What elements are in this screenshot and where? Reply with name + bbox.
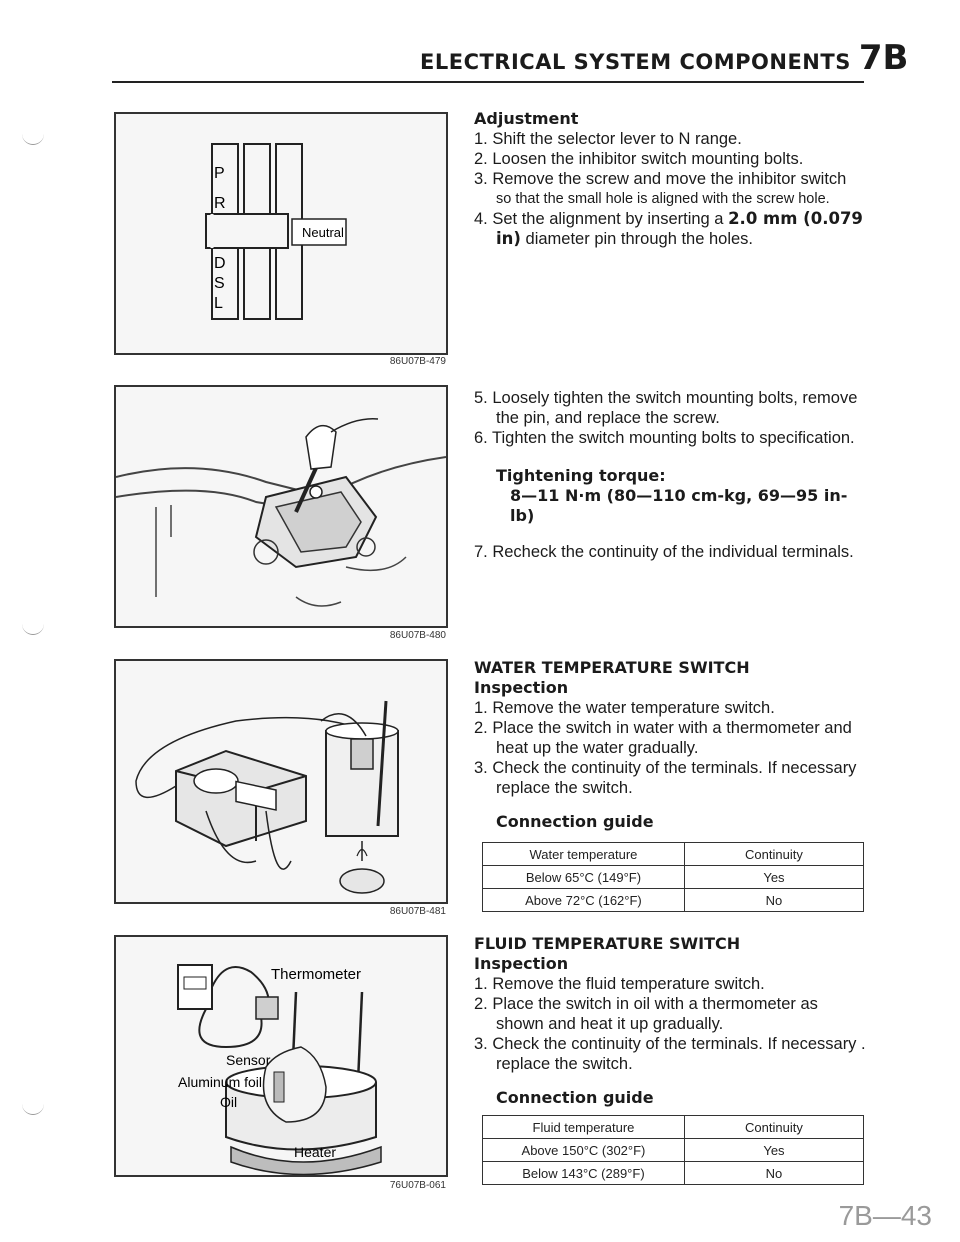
figure-water-switch-test — [114, 659, 448, 904]
table-row — [483, 1162, 864, 1185]
fluid-step: 2. Place the switch in oil with a thermometer as shown and heat it up gradually. — [474, 995, 818, 1033]
table-cell: No — [684, 1162, 863, 1185]
adjustment-step: 6. Tighten the switch mounting bolts to specification. — [474, 429, 855, 447]
heater-label: Heater — [294, 1144, 337, 1160]
page-header — [420, 38, 909, 78]
adjustment-step: 5. Loosely tighten the switch mounting bolts, remove the pin, and replace the screw. — [474, 389, 858, 427]
adjustment-step: 3. Remove the screw and move the inhibitor switch — [474, 170, 847, 188]
torque-value: 8—11 N·m (80—110 cm-kg, 69—95 in-lb) — [510, 486, 848, 525]
table-header: Continuity — [684, 1116, 863, 1139]
fluid-inspection-heading: Inspection — [474, 954, 569, 973]
figure-switch-adjustment — [114, 385, 448, 628]
fluid-switch-section — [474, 934, 866, 1108]
water-switch-section — [474, 658, 866, 832]
adjustment-step: 4. Set the alignment by inserting a 2.0 mm (0.079 in) diameter pin through the holes. — [474, 209, 863, 248]
adjustment-section — [474, 109, 866, 249]
table-header: Continuity — [684, 843, 863, 866]
water-step: 1. Remove the water temperature switch. — [474, 699, 775, 717]
table-cell: No — [684, 889, 863, 912]
water-test-illustration — [116, 661, 446, 902]
section-number: 7B — [858, 38, 909, 78]
water-connection-table — [482, 842, 864, 912]
fluid-step: 1. Remove the fluid temperature switch. — [474, 975, 765, 993]
binding-mark — [22, 1100, 44, 1115]
table-header: Water temperature — [483, 843, 685, 866]
selector-gate-illustration — [116, 114, 446, 353]
table-cell: Below 65°C (149°F) — [483, 866, 685, 889]
table-header-row — [483, 843, 864, 866]
table-row — [483, 866, 864, 889]
adjustment-step: 7. Recheck the continuity of the individual terminals. — [474, 543, 854, 561]
switch-adjustment-illustration — [116, 387, 446, 626]
figure-code: 86U07B-481 — [389, 906, 446, 917]
figure-code: 86U07B-480 — [389, 630, 446, 641]
binding-mark — [22, 620, 44, 635]
fluid-connection-guide-title: Connection guide — [496, 1088, 654, 1107]
binding-mark — [22, 130, 44, 145]
adjustment-step: 1. Shift the selector lever to N range. — [474, 130, 742, 148]
oil-label: Oil — [220, 1094, 238, 1110]
table-header-row — [483, 1116, 864, 1139]
figure-selector-gate — [114, 112, 448, 355]
pin-diameter-spec: 2.0 mm (0.079 in) — [496, 209, 863, 248]
gear-label-l: L — [214, 295, 223, 312]
adjustment-continued-section — [474, 388, 866, 562]
gear-label-s: S — [214, 275, 225, 292]
adjustment-step: 2. Loosen the inhibitor switch mounting bolts. — [474, 150, 804, 168]
table-row — [483, 889, 864, 912]
aluminum-foil-label: Aluminum foil — [178, 1074, 263, 1090]
water-step: 2. Place the switch in water with a thermometer and heat up the water gradually. — [474, 719, 852, 757]
fluid-switch-title: FLUID TEMPERATURE SWITCH — [474, 934, 741, 953]
adjustment-step-continued: so that the small hole is aligned with the screw hole. — [496, 191, 830, 207]
table-cell: Above 72°C (162°F) — [483, 889, 685, 912]
table-cell: Above 150°C (302°F) — [483, 1139, 685, 1162]
water-inspection-heading: Inspection — [474, 678, 569, 697]
fluid-test-illustration — [116, 937, 446, 1175]
table-cell: Below 143°C (289°F) — [483, 1162, 685, 1185]
table-row — [483, 1139, 864, 1162]
torque-label: Tightening torque: — [496, 466, 666, 485]
figure-fluid-switch-test — [114, 935, 448, 1177]
gear-label-p: P — [214, 165, 225, 182]
water-connection-guide-title: Connection guide — [496, 812, 654, 831]
figure-code: 76U07B-061 — [389, 1180, 446, 1191]
page-number: 7B—43 — [838, 1200, 932, 1231]
table-header: Fluid temperature — [483, 1116, 685, 1139]
water-step: 3. Check the continuity of the terminals. If necessary replace the switch. — [474, 759, 857, 797]
thermometer-label: Thermometer — [271, 966, 362, 983]
adjustment-heading: Adjustment — [474, 109, 579, 128]
water-switch-title: WATER TEMPERATURE SWITCH — [474, 658, 750, 677]
page-title: ELECTRICAL SYSTEM COMPONENTS — [420, 50, 851, 74]
fluid-connection-table — [482, 1115, 864, 1185]
table-cell: Yes — [684, 1139, 863, 1162]
figure-code: 86U07B-479 — [389, 356, 446, 367]
gear-label-r: R — [214, 195, 226, 212]
sensor-label: Sensor — [226, 1052, 271, 1068]
header-rule — [112, 81, 864, 83]
fluid-step: 3. Check the continuity of the terminals. If necessary . replace the switch. — [474, 1035, 866, 1073]
table-cell: Yes — [684, 866, 863, 889]
neutral-callout: Neutral — [302, 225, 344, 240]
gear-label-d: D — [214, 255, 226, 272]
